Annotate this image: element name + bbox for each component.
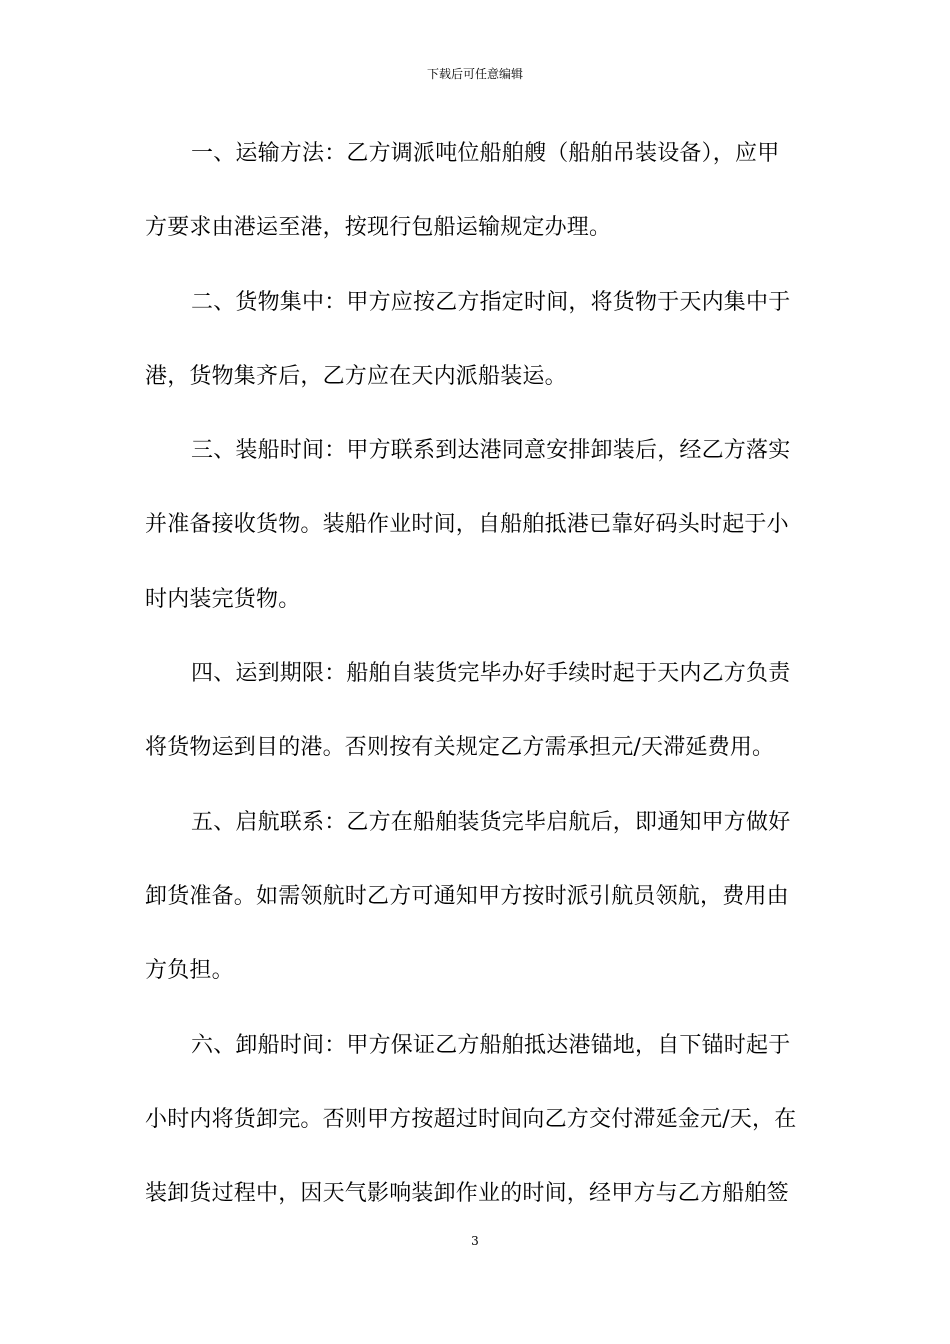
document-body (145, 135, 807, 1249)
paragraph-5-line-3: 方负担。 (145, 958, 234, 984)
paragraph-5-line-2: 卸货准备。如需领航时乙方可通知甲方按时派引航员领航，费用由 (145, 883, 789, 909)
paragraph-2-line-2: 港，货物集齐后，乙方应在天内派船装运。 (145, 363, 567, 389)
page-number: 3 (471, 1234, 479, 1248)
paragraph-4-line-1: 四、运到期限：船舶自装货完毕办好手续时起于天内乙方负责 (191, 661, 791, 687)
paragraph-5-line-1: 五、启航联系：乙方在船舶装货完毕启航后，即通知甲方做好 (191, 809, 791, 835)
paragraph-3-line-3: 时内装完货物。 (145, 586, 301, 612)
paragraph-1-line-1: 一、运输方法：乙方调派吨位船舶艘（船舶吊装设备），应甲 (191, 141, 780, 166)
header-text: 下载后可任意编辑 (426, 67, 523, 81)
paragraph-6-line-2: 小时内将货卸完。否则甲方按超过时间向乙方交付滞延金元/天，在 (145, 1106, 797, 1132)
page-header (0, 66, 950, 82)
paragraph-4-line-2: 将货物运到目的港。否则按有关规定乙方需承担元/天滞延费用。 (145, 735, 775, 761)
page-footer (0, 1233, 950, 1249)
paragraph-6-line-3: 装卸货过程中，因天气影响装卸作业的时间，经甲方与乙方船舶签 (145, 1181, 789, 1207)
paragraph-2-line-1: 二、货物集中：甲方应按乙方指定时间，将货物于天内集中于 (191, 289, 791, 315)
paragraph-3-line-2: 并准备接收货物。装船作业时间，自船舶抵港已靠好码头时起于小 (145, 512, 789, 538)
paragraph-6-line-1: 六、卸船时间：甲方保证乙方船舶抵达港锚地，自下锚时起于 (191, 1032, 791, 1058)
paragraph-3-line-1: 三、装船时间：甲方联系到达港同意安排卸装后，经乙方落实 (191, 438, 791, 464)
paragraph-1-line-2: 方要求由港运至港，按现行包船运输规定办理。 (145, 215, 612, 241)
